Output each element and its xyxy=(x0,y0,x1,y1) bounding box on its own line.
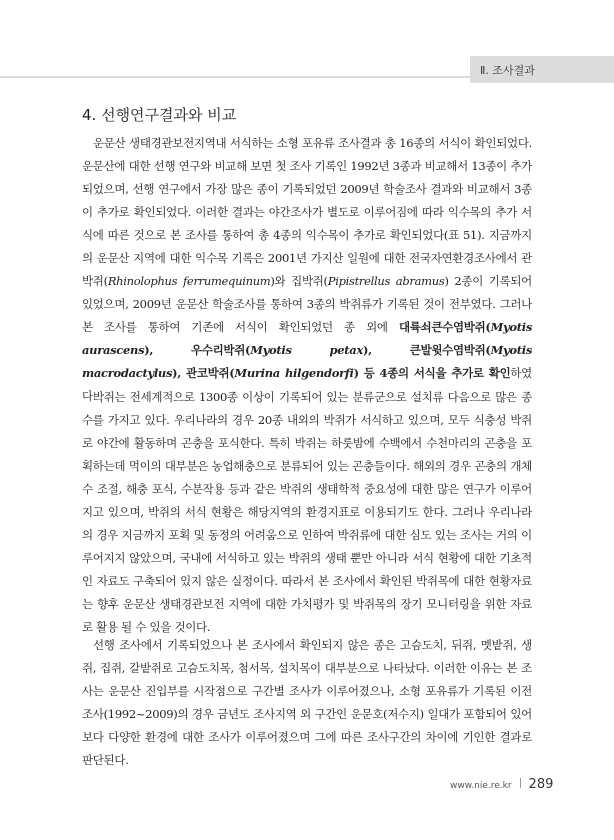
header-rule xyxy=(0,76,470,78)
text-run: Rhinolophus ferrumequinum xyxy=(107,274,271,288)
text-run: ) 등 4종의 서식을 추가로 확인 xyxy=(353,366,511,380)
footer-divider xyxy=(520,778,521,788)
text-run: ) 2종이 기록되어 있었으며, 2009년 운문산 학술조사를 통하여 3종의 박쥐류가 기록된 것이 전부였다. 그러나 본 조사를 통하여 기존에 서식이 확인되었던 종 외에 xyxy=(82,274,532,334)
text-run: 운문산 생태경관보전지역내 서식하는 소형 포유류 조사결과 총 16종의 서식이 확인되었다. 운문산에 대한 선행 연구와 비교해 보면 첫 조사 기록인 1992년 3종과 비교해서 13종이 추가되었으며, 선행 연구에서 가장 많은 종이 기록되었던 2009년 학술조사 결과와 비교해서 3종이 추가로 확인되었다. 이러한 결과는 야간조사가 별도로 이루어짐에 따라 익수목의 추가 서식에 따른 것으로 본 조사를 통하여 총 4종의 익수목이 추가로 확인되었다(표 51). 지금까지의 운문산 지역에 대한 익수목 기록은 2001년 가지산 일원에 대한 전국자연환경조사에서 관박쥐( xyxy=(82,136,532,288)
text-run: ), 큰발윗수염박쥐( xyxy=(363,343,491,357)
text-run: )와 집박쥐( xyxy=(270,274,328,288)
site-url: www.nie.re.kr xyxy=(450,781,512,791)
paragraph-3 xyxy=(82,634,532,772)
text-run: Myotis petax xyxy=(250,343,364,357)
text-run: 대륙쇠큰수염박쥐( xyxy=(398,320,491,334)
paragraph-2 xyxy=(82,386,532,639)
text-run: 박쥐는 전세계적으로 1300종 이상이 기록되어 있는 분류군으로 설치류 다음으로 많은 종 수를 가지고 있다. 우리나라의 경우 20종 내외의 박쥐가 서식하고 있으며, 모두 식충성 박쥐로 야간에 활동하며 곤충을 포식한다. 특히 박쥐는 하룻밤에 수백에서 수천마리의 곤충을 포획하는데 먹이의 대부분은 농업해충으로 분류되어 있는 곤충들이다. 해외의 경우 곤충의 개체수 조절, 해충 포식, 수분작용 등과 같은 박쥐의 생태학적 중요성에 대한 많은 연구가 이루어지고 있으며, 박쥐의 서식 현황은 해당지역의 환경지표로 이용되기도 한다. 그러나 우리나라의 경우 지금까지 포획 및 동정의 어려움으로 인하여 박쥐류에 대한 심도 있는 조사는 거의 이루어지지 않았으며, 국내에 서식하고 있는 박쥐의 생태 뿐만 아니라 서식 현황에 대한 기초적인 자료도 구축되어 있지 않은 실정이다. 따라서 본 조사에서 확인된 박쥐목에 대한 현황자료는 향후 운문산 생태경관보전 지역에 대한 가치평가 및 박쥐목의 장기 모니터링을 위한 자료로 활용 될 수 있을 것이다. xyxy=(82,390,532,634)
chapter-tab xyxy=(470,56,614,83)
text-run: Pipistrellus abramus xyxy=(327,274,445,288)
section-title: 4. 선행연구결과와 비교 xyxy=(82,106,237,124)
text-run: Myotis aurascens xyxy=(82,320,532,357)
text-run: Murina hilgendorfi xyxy=(234,366,354,380)
text-run: 선행 조사에서 기록되었으나 본 조사에서 확인되지 않은 종은 고슴도치, 뒤쥐, 멧밭쥐, 생쥐, 집쥐, 갈밭쥐로 고슴도치목, 첨서목, 설치목이 대부분으로 나타났다. 이러한 이유는 본 조사는 운문산 진입부를 시작점으로 구간별 조사가 이루어졌으나, 소형 포유류가 기록된 이전 조사(1992~2009)의 경우 금년도 조사지역 외 구간인 운문호(저수지) 일대가 포함되어 있어 보다 다양한 환경에 대한 조사가 이루어졌으며 그에 따른 조사구간의 차이에 기인한 결과로 판단된다. xyxy=(82,638,532,767)
chapter-label: Ⅱ. 조사결과 xyxy=(480,64,535,77)
paragraph-1 xyxy=(82,132,532,408)
text-run: 하였다. xyxy=(82,366,532,403)
text-run: ), 관코박쥐( xyxy=(172,366,235,380)
text-run: Myotis macrodactylus xyxy=(82,343,532,380)
text-run: ), 우수리박쥐( xyxy=(144,343,251,357)
page-number: 289 xyxy=(528,777,554,792)
page-footer xyxy=(450,777,553,792)
